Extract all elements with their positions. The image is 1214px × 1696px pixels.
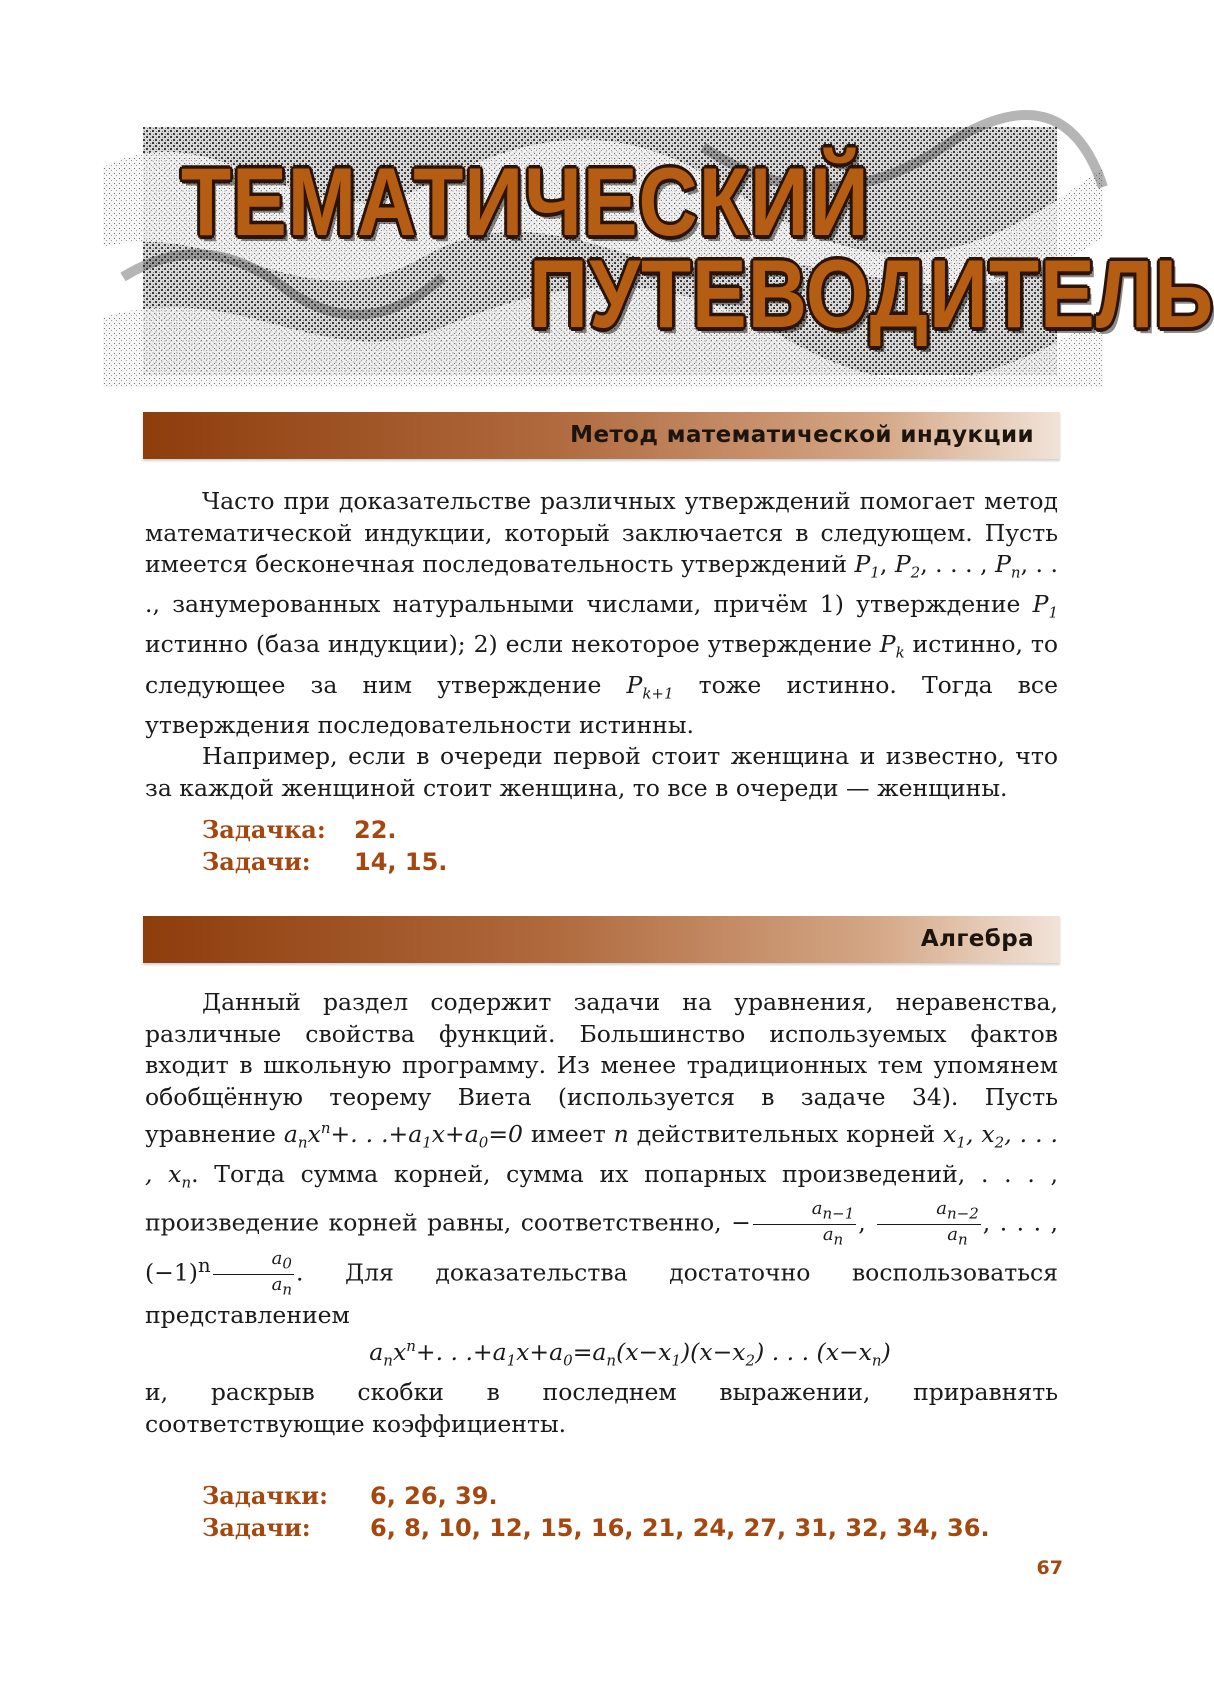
- math-p2: $P_2$: [894, 550, 921, 582]
- math-fraction: $\frac{a_0}{a_n}$: [213, 1249, 294, 1299]
- math-pk: $P_k$: [879, 630, 905, 663]
- paragraph: и, раскрыв скобки в последнем выражении, приравнять соответствующие коэффициенты.: [145, 1378, 1058, 1438]
- text: Данный раздел содержит задачи на уравнения, неравенства, различные свойства функций. Большинство используемых фактов входит в школьную программу. Из менее традиционных тем упомянем обобщённую теорему Виета (используется в задаче 34). Пусть уравнение: [145, 988, 1058, 1148]
- paragraph: Часто при доказательстве различных утверждений помогает метод математической индукции, который заключается в следующем. Пусть имеется бесконечная последовательность утверждений $P_1$, $P_2$, . . . , $P_n$, . . ., занумерованных натуральными числами, причём 1) утверждение $P_1$ истинно (база индукции); 2) если некоторое утверждение $P_k$ истинно, то следующее за ним утверждение $P_{k+1}$ тоже истинно. Тогда все утверждения последовательности истинны.: [145, 487, 1059, 739]
- banner-title-line1: ТЕМАТИЧЕСКИЙ: [181, 149, 870, 257]
- math-fraction: $\frac{a_{n-2}}{a_n}$: [877, 1199, 981, 1249]
- section-title: Алгебра: [920, 926, 1034, 952]
- text: , занумерованных натуральными числами, причём 1) утверждение: [152, 590, 1033, 619]
- text: тоже истинно. Тогда все утверждения последовательности истинны.: [145, 670, 1059, 739]
- task-label: Задачи:: [202, 847, 311, 876]
- section-body-induction: [145, 486, 1058, 804]
- text: Часто при доказательстве различных утверждений помогает метод математической индукции, который заключается в следующем. Пусть имеется бесконечная последовательность утверждений: [145, 487, 1058, 578]
- task-label: Задачки:: [202, 1481, 328, 1510]
- text: действительных корней: [628, 1119, 944, 1148]
- math-p1: $P_1$: [854, 550, 880, 582]
- math-polynomial: $a_nx^n+$. . $.+a_1x+a_0=0$: [283, 1119, 523, 1152]
- text: имеет: [522, 1119, 614, 1148]
- task-label: Задачка:: [202, 815, 326, 844]
- task-numbers: 14, 15.: [354, 848, 448, 876]
- section-title: Метод математической индукции: [570, 422, 1034, 448]
- banner-title-line2: ПУТЕВОДИТЕЛЬ: [529, 241, 1214, 349]
- task-numbers: 6, 26, 39.: [370, 1482, 498, 1510]
- math-pn: $P_n$: [995, 550, 1021, 582]
- task-label: Задачи:: [202, 1513, 311, 1542]
- section-body-algebra: [145, 987, 1058, 1440]
- math-p1: $P_1$: [1032, 590, 1058, 622]
- section-header-algebra: [143, 916, 1060, 963]
- text: истинно (база индукции); 2) если некоторое утверждение: [145, 630, 880, 659]
- task-list-algebra: [202, 1480, 990, 1544]
- section-header-induction: [143, 412, 1060, 459]
- page-number: 67: [1036, 1557, 1063, 1579]
- task-numbers: 22.: [354, 816, 397, 844]
- task-numbers: 6, 8, 10, 12, 15, 16, 21, 24, 27, 31, 32, 34, 36.: [370, 1514, 990, 1542]
- display-formula: $a_nx^n+$. . $.+a_1x+a_0=a_n(x-x_1)(x-x_2)$ . . . $(x-x_n)$: [369, 1337, 891, 1370]
- math-n: n: [613, 1119, 629, 1148]
- math-fraction: $\frac{a_{n-1}}{a_n}$: [753, 1199, 857, 1249]
- math-pk1: $P_{k+1}$: [626, 670, 674, 703]
- paragraph: Например, если в очереди первой стоит женщина и известно, что за каждой женщиной стоит женщина, то все в очереди — женщины.: [145, 742, 1058, 802]
- task-list-induction: [202, 814, 447, 878]
- paragraph: Данный раздел содержит задачи на уравнения, неравенства, различные свойства функций. Большинство используемых фактов входит в школьную программу. Из менее традиционных тем упомянем обобщённую теорему Виета (используется в задаче 34). Пусть уравнение $a_nx^n+$. . $.+a_1x+a_0=0$ имеет n действительных корней $x_1$, $x_2$, . . . , $x_n$. Тогда сумма корней, сумма их попарных произведений, . . . , произведение корней равны, соответственно, − $\frac{a_{n-1}}{a_n}$ , $\frac{a_{n-2}}{a_n}$ , . . . , $(-1)^n$ $\frac{a_0}{a_n}$ . Для доказательства достаточно воспользоваться представлением: [145, 988, 1058, 1329]
- task-row: [202, 1512, 990, 1544]
- title-banner: [143, 127, 1214, 375]
- text: истинно, то следующее за ним утверждение: [145, 630, 1058, 699]
- task-row: [202, 814, 447, 846]
- math-roots: $x_1$, $x_2$, . . . , $x_n$: [145, 1119, 1058, 1192]
- text: . Для доказательства достаточно воспользоваться представлением: [145, 1258, 1058, 1329]
- task-row: [202, 1480, 990, 1512]
- task-row: [202, 846, 447, 878]
- text: . Тогда сумма корней, сумма их попарных произведений, . . . , произведение корней равны, соответственно,: [145, 1160, 1058, 1237]
